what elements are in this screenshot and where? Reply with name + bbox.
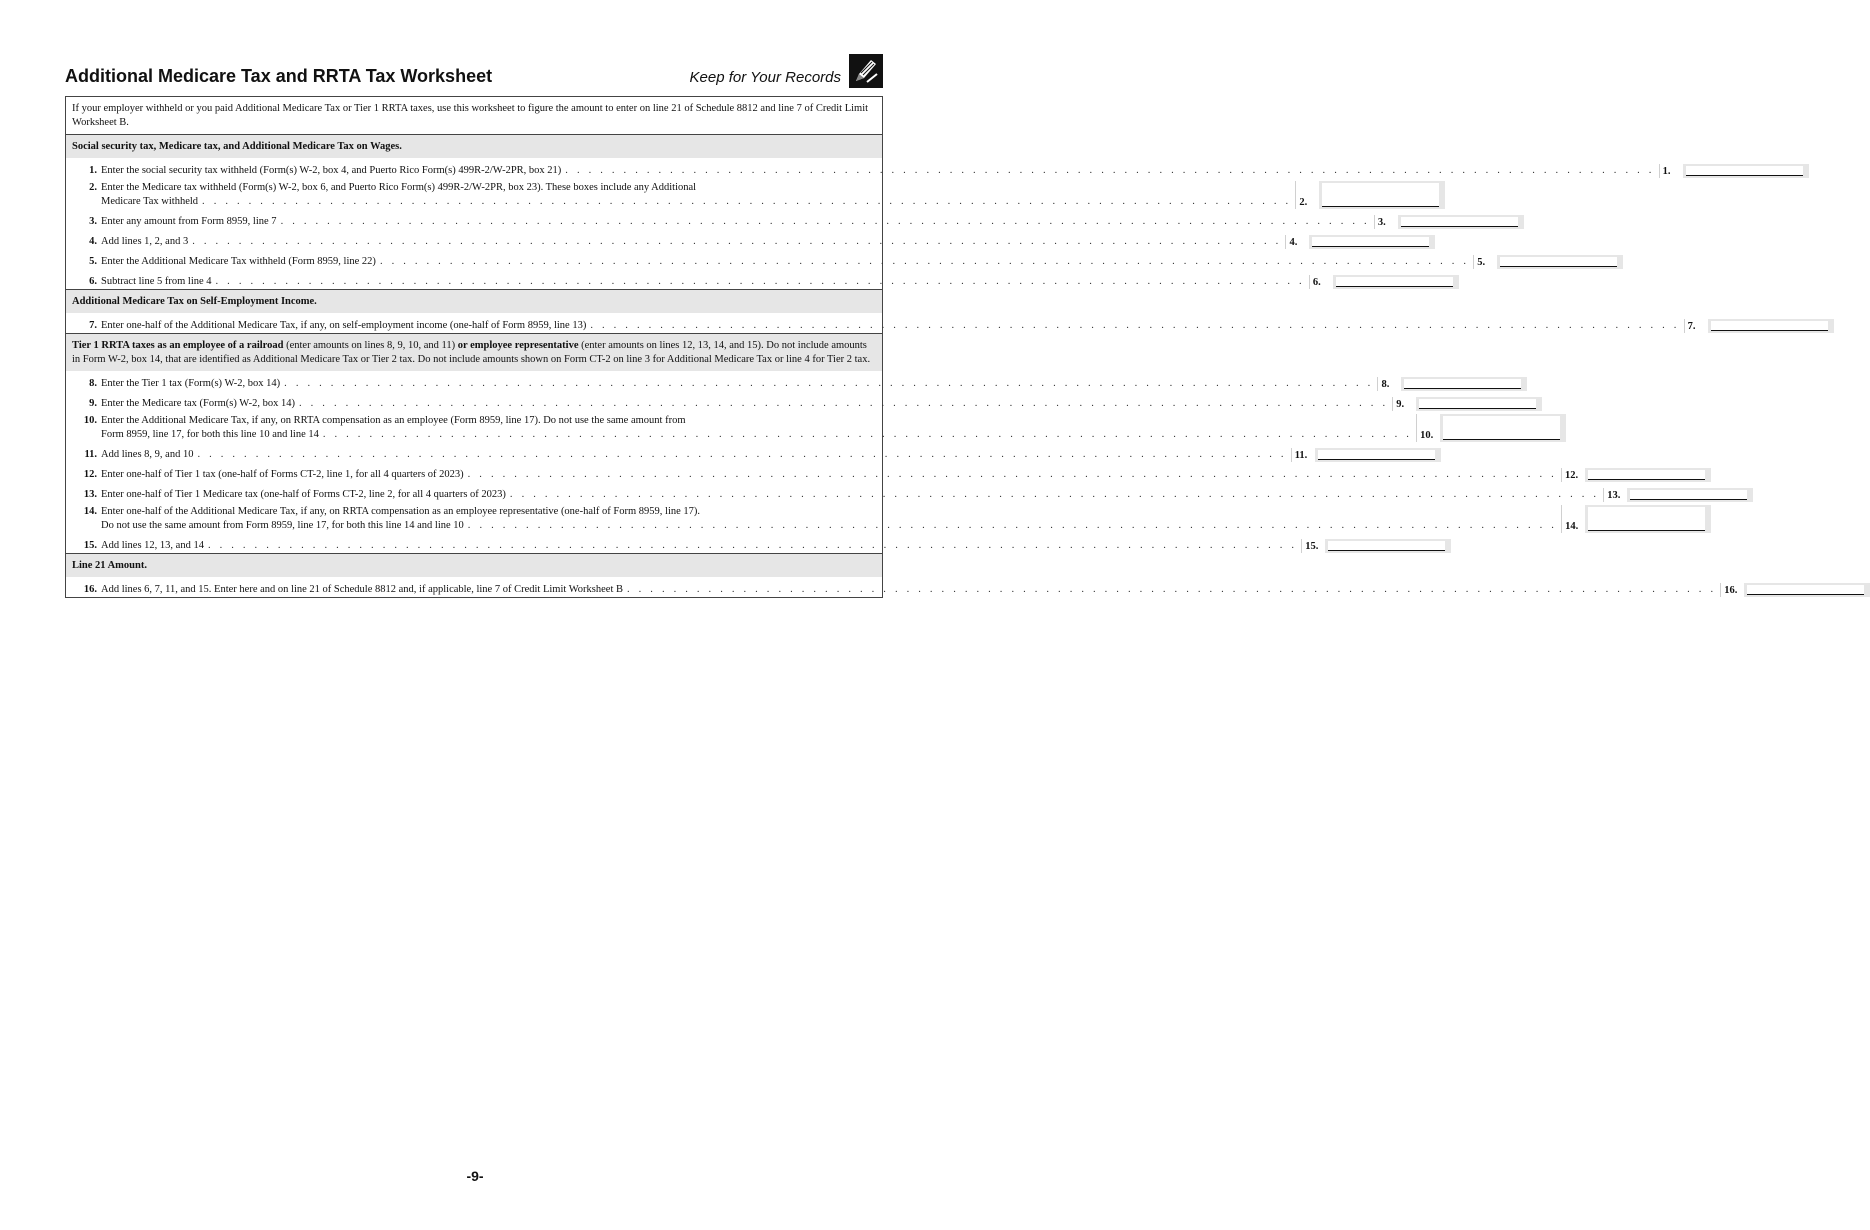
line-label: 2. bbox=[1295, 181, 1319, 209]
line-description bbox=[101, 448, 1291, 462]
dot-leader: . . . . . . . . . . . . . . . . . . . . . . . . . . . . . . . . . . . . . . . . . . . . . . . . . . . . . . . . . . . . . . . . . . . . . . . . . . . . . . . . . . . . . . . . . . . . . . bbox=[322, 429, 1413, 440]
line-number: 8. bbox=[89, 378, 97, 389]
section-heading bbox=[66, 135, 882, 158]
amount-entry-field[interactable] bbox=[1319, 181, 1445, 209]
amount-entry-area[interactable] bbox=[1686, 166, 1803, 175]
amount-entry-area[interactable] bbox=[1500, 257, 1617, 266]
line-label: 4. bbox=[1285, 235, 1309, 249]
amount-entry-area[interactable] bbox=[1419, 399, 1536, 408]
line-description bbox=[101, 164, 1659, 178]
worksheet-section bbox=[66, 290, 1696, 334]
line-number: 14. bbox=[83, 506, 97, 517]
line-description-last: Enter the Medicare tax (Form(s) W-2, box 14) bbox=[101, 398, 295, 409]
amount-underline bbox=[1312, 246, 1429, 247]
line-label: 12. bbox=[1561, 468, 1585, 482]
worksheet-line bbox=[66, 442, 1308, 462]
amount-underline bbox=[1588, 479, 1705, 480]
amount-entry-area[interactable] bbox=[1318, 450, 1435, 459]
worksheet-line bbox=[66, 533, 1319, 553]
line-description-last: Subtract line 5 from line 4 bbox=[101, 276, 212, 287]
dot-leader: . . . . . . . . . . . . . . . . . . . . . . . . . . . . . . . . . . . . . . . . . . . . . . . . . . . . . . . . . . . . . . . . . . . . . . . . . . . . . . . . . . . . . . . . . . . . . . bbox=[280, 216, 1370, 227]
line-number: 9. bbox=[89, 398, 97, 409]
line-description-first: Enter one-half of the Additional Medicare Tax, if any, on RRTA compensation as an employee representative (one-half of Form 8959, line 17). bbox=[101, 506, 701, 517]
line-label: 14. bbox=[1561, 505, 1585, 533]
line-description bbox=[101, 583, 1720, 597]
amount-entry-area[interactable] bbox=[1312, 237, 1429, 246]
amount-underline bbox=[1318, 459, 1435, 460]
worksheet-line bbox=[66, 462, 1579, 482]
amount-entry-field[interactable] bbox=[1627, 488, 1753, 502]
worksheet-section bbox=[66, 334, 1621, 554]
section-heading-bold: Line 21 Amount. bbox=[72, 560, 147, 571]
line-description bbox=[101, 414, 1416, 442]
dot-leader: . . . . . . . . . . . . . . . . . . . . . . . . . . . . . . . . . . . . . . . . . . . . . . . . . . . . . . . . . . . . . . . . . . . . . . . . . . . . . . . . . . . . . . . . . . . . . . bbox=[207, 540, 1298, 551]
pencil-note-icon bbox=[849, 54, 883, 88]
worksheet-header bbox=[65, 54, 885, 90]
line-label: 1. bbox=[1659, 164, 1683, 178]
dot-leader: . . . . . . . . . . . . . . . . . . . . . . . . . . . . . . . . . . . . . . . . . . . . . . . . . . . . . . . . . . . . . . . . . . . . . . . . . . . . . . . . . . . . . . . . . . . . . . bbox=[299, 398, 1389, 409]
amount-entry-field[interactable] bbox=[1708, 319, 1834, 333]
dot-leader: . . . . . . . . . . . . . . . . . . . . . . . . . . . . . . . . . . . . . . . . . . . . . . . . . . . . . . . . . . . . . . . . . . . . . . . . . . . . . . . . . . . . . . . . . . . . . . bbox=[509, 489, 1600, 500]
line-number: 15. bbox=[83, 540, 97, 551]
worksheet-line bbox=[66, 229, 1298, 249]
amount-underline bbox=[1404, 388, 1521, 389]
amount-entry-area[interactable] bbox=[1443, 416, 1560, 439]
line-label: 8. bbox=[1377, 377, 1401, 391]
line-number: 10. bbox=[83, 415, 97, 426]
line-label: 13. bbox=[1603, 488, 1627, 502]
worksheet-title: Additional Medicare Tax and RRTA Tax Worksheet bbox=[65, 66, 493, 86]
line-label: 7. bbox=[1684, 319, 1708, 333]
dot-leader: . . . . . . . . . . . . . . . . . . . . . . . . . . . . . . . . . . . . . . . . . . . . . . . . . . . . . . . . . . . . . . . . . . . . . . . . . . . . . . . . . . . . . . . . . . . . . . bbox=[590, 320, 1680, 331]
line-label: 5. bbox=[1473, 255, 1497, 269]
section-heading-text: (enter amounts on lines 8, 9, 10, and 11) bbox=[283, 340, 458, 351]
worksheet-line bbox=[66, 269, 1321, 289]
line-description bbox=[101, 215, 1374, 229]
line-description-last: Enter the Tier 1 tax (Form(s) W-2, box 14) bbox=[101, 378, 281, 389]
line-description bbox=[101, 539, 1301, 553]
line-description-last: Enter any amount from Form 8959, line 7 bbox=[101, 216, 277, 227]
amount-underline bbox=[1419, 408, 1536, 409]
line-description-last: Form 8959, line 17, for both this line 10 and line 14 bbox=[101, 429, 319, 440]
line-description bbox=[101, 181, 1295, 209]
worksheet-section bbox=[66, 135, 1671, 290]
line-description-last: Add lines 1, 2, and 3 bbox=[101, 236, 189, 247]
amount-entry-field[interactable] bbox=[1683, 164, 1809, 178]
line-number: 5. bbox=[89, 256, 97, 267]
amount-entry-field[interactable] bbox=[1744, 583, 1870, 597]
amount-underline bbox=[1747, 594, 1864, 595]
dot-leader: . . . . . . . . . . . . . . . . . . . . . . . . . . . . . . . . . . . . . . . . . . . . . . . . . . . . . . . . . . . . . . . . . . . . . . . . . . . . . . . . . . . . . . . . . . . . . . bbox=[192, 236, 1282, 247]
section-heading-bold: Tier 1 RRTA taxes as an employee of a railroad bbox=[72, 340, 284, 351]
line-description bbox=[101, 275, 1309, 289]
section-heading-bold: Additional Medicare Tax on Self-Employment Income. bbox=[72, 296, 317, 307]
line-number: 11. bbox=[84, 449, 97, 460]
line-number: 2. bbox=[89, 182, 97, 193]
amount-underline bbox=[1711, 330, 1828, 331]
amount-underline bbox=[1588, 530, 1705, 531]
line-label: 6. bbox=[1309, 275, 1333, 289]
line-number: 4. bbox=[89, 236, 97, 247]
worksheet-line bbox=[66, 158, 1671, 178]
line-description-last: Do not use the same amount from Form 8959, line 17, for both this line 14 and line 10 bbox=[101, 520, 464, 531]
amount-entry-field[interactable] bbox=[1585, 505, 1711, 533]
worksheet-line bbox=[66, 178, 1308, 209]
amount-underline bbox=[1328, 550, 1445, 551]
amount-entry-field[interactable] bbox=[1440, 414, 1566, 442]
line-description-last: Enter one-half of the Additional Medicare Tax, if any, on self-employment income (one-half of Form 8959, line 13) bbox=[101, 320, 587, 331]
worksheet-line bbox=[66, 502, 1579, 533]
amount-underline bbox=[1500, 266, 1617, 267]
dot-leader: . . . . . . . . . . . . . . . . . . . . . . . . . . . . . . . . . . . . . . . . . . . . . . . . . . . . . . . . . . . . . . . . . . . . . . . . . . . . . . . . . . . . . . . . . . . . . . bbox=[202, 196, 1292, 207]
worksheet-intro: If your employer withheld or you paid Additional Medicare Tax or Tier 1 RRTA taxes, use this worksheet to figure the amount to enter on line 21 of Schedule 8812 and line 7 of Credit Limit Worksheet B. bbox=[66, 97, 882, 135]
line-number: 7. bbox=[89, 320, 97, 331]
amount-underline bbox=[1686, 175, 1803, 176]
amount-entry-field[interactable] bbox=[1325, 539, 1451, 553]
amount-entry-area[interactable] bbox=[1588, 470, 1705, 479]
page-number: -9- bbox=[466, 1168, 484, 1184]
line-number: 1. bbox=[89, 165, 97, 176]
amount-underline bbox=[1322, 206, 1439, 207]
worksheet-line bbox=[66, 209, 1386, 229]
line-description bbox=[101, 319, 1684, 333]
amount-entry-area[interactable] bbox=[1401, 217, 1518, 226]
line-description-last: Enter the social security tax withheld (Form(s) W-2, box 4, and Puerto Rico Form(s) 499R-2/W-2PR, box 21) bbox=[101, 165, 562, 176]
amount-entry-field[interactable] bbox=[1315, 448, 1441, 462]
line-description bbox=[101, 488, 1603, 502]
line-description-last: Enter one-half of Tier 1 tax (one-half of Forms CT-2, line 1, for all 4 quarters of 2023) bbox=[101, 469, 464, 480]
line-description-last: Enter one-half of Tier 1 Medicare tax (one-half of Forms CT-2, line 2, for all 4 quarters of 2023) bbox=[101, 489, 506, 500]
section-heading-text: (enter amounts on lines 12, 13, 14, and 15). Do not include amounts in Form W-2, box 14, that are identified as Additional Medicare Tax or Tier 2 tax. Do not include amounts shown on Form CT-2 on line 3 for Additional Medicare Tax or line 4 for Tier 2 tax. bbox=[72, 340, 871, 365]
dot-leader: . . . . . . . . . . . . . . . . . . . . . . . . . . . . . . . . . . . . . . . . . . . . . . . . . . . . . . . . . . . . . . . . . . . . . . . . . . . . . . . . . . . . . . . . . . . . . . bbox=[215, 276, 1305, 287]
amount-entry-area[interactable] bbox=[1322, 183, 1439, 206]
line-number: 16. bbox=[83, 584, 97, 595]
amount-entry-field[interactable] bbox=[1585, 468, 1711, 482]
line-number: 12. bbox=[83, 469, 97, 480]
amount-underline bbox=[1336, 286, 1453, 287]
line-description-last: Add lines 12, 13, and 14 bbox=[101, 540, 204, 551]
amount-entry-field[interactable] bbox=[1497, 255, 1623, 269]
section-heading bbox=[66, 290, 882, 313]
section-heading-bold: or employee representative bbox=[457, 340, 579, 351]
line-description bbox=[101, 505, 1561, 533]
amount-entry-area[interactable] bbox=[1404, 379, 1521, 388]
section-heading bbox=[66, 334, 882, 371]
line-description bbox=[101, 255, 1473, 269]
amount-entry-area[interactable] bbox=[1711, 321, 1828, 330]
amount-entry-area[interactable] bbox=[1630, 490, 1747, 499]
amount-entry-area[interactable] bbox=[1747, 585, 1864, 594]
line-label: 16. bbox=[1720, 583, 1744, 597]
line-number: 3. bbox=[89, 216, 97, 227]
line-description-last: Add lines 8, 9, and 10 bbox=[101, 449, 194, 460]
line-description-last: Medicare Tax withheld bbox=[101, 196, 199, 207]
line-number: 6. bbox=[89, 276, 97, 287]
line-description-last: Enter the Additional Medicare Tax withheld (Form 8959, line 22) bbox=[101, 256, 376, 267]
section-heading-bold: Social security tax, Medicare tax, and Additional Medicare Tax on Wages. bbox=[72, 141, 402, 152]
line-description bbox=[101, 377, 1377, 391]
line-label: 11. bbox=[1291, 448, 1315, 462]
worksheet-line bbox=[66, 482, 1621, 502]
section-heading bbox=[66, 554, 882, 577]
line-description-first: Enter the Medicare tax withheld (Form(s) W-2, box 6, and Puerto Rico Form(s) 499R-2/W-2PR, box 23). These boxes include any Additional bbox=[101, 182, 697, 193]
line-description bbox=[101, 235, 1285, 249]
amount-underline bbox=[1630, 499, 1747, 500]
amount-entry-field[interactable] bbox=[1416, 397, 1542, 411]
amount-entry-field[interactable] bbox=[1309, 235, 1435, 249]
dot-leader: . . . . . . . . . . . . . . . . . . . . . . . . . . . . . . . . . . . . . . . . . . . . . . . . . . . . . . . . . . . . . . . . . . . . . . . . . . . . . . . . . . . . . . . . . . . . . . bbox=[565, 165, 1655, 176]
keep-for-records-label: Keep for Your Records bbox=[689, 69, 841, 86]
worksheet-line bbox=[66, 577, 1738, 597]
line-label: 3. bbox=[1374, 215, 1398, 229]
worksheet-line bbox=[66, 391, 1405, 411]
worksheet-section bbox=[66, 554, 1738, 597]
worksheet-table bbox=[65, 96, 1738, 598]
worksheet-line bbox=[66, 313, 1696, 333]
dot-leader: . . . . . . . . . . . . . . . . . . . . . . . . . . . . . . . . . . . . . . . . . . . . . . . . . . . . . . . . . . . . . . . . . . . . . . . . . . . . . . . . . . . . . . . . . . . . . . bbox=[379, 256, 1470, 267]
amount-entry-area[interactable] bbox=[1328, 541, 1445, 550]
worksheet-line bbox=[66, 249, 1486, 269]
dot-leader: . . . . . . . . . . . . . . . . . . . . . . . . . . . . . . . . . . . . . . . . . . . . . . . . . . . . . . . . . . . . . . . . . . . . . . . . . . . . . . . . . . . . . . . . . . . . . . bbox=[467, 469, 1557, 480]
line-label: 10. bbox=[1416, 414, 1440, 442]
dot-leader: . . . . . . . . . . . . . . . . . . . . . . . . . . . . . . . . . . . . . . . . . . . . . . . . . . . . . . . . . . . . . . . . . . . . . . . . . . . . . . . . . . . . . . . . . . . . . . bbox=[197, 449, 1287, 460]
amount-underline bbox=[1443, 439, 1560, 440]
amount-entry-field[interactable] bbox=[1398, 215, 1524, 229]
amount-entry-field[interactable] bbox=[1401, 377, 1527, 391]
line-label: 15. bbox=[1301, 539, 1325, 553]
worksheet-line bbox=[66, 411, 1434, 442]
line-description-last: Add lines 6, 7, 11, and 15. Enter here and on line 21 of Schedule 8812 and, if applicable, line 7 of Credit Limit Worksheet B bbox=[101, 584, 623, 595]
worksheet-line bbox=[66, 371, 1390, 391]
line-description bbox=[101, 468, 1561, 482]
line-description bbox=[101, 397, 1392, 411]
line-label: 9. bbox=[1392, 397, 1416, 411]
dot-leader: . . . . . . . . . . . . . . . . . . . . . . . . . . . . . . . . . . . . . . . . . . . . . . . . . . . . . . . . . . . . . . . . . . . . . . . . . . . . . . . . . . . . . . . . . . . . . . bbox=[627, 584, 1717, 595]
amount-entry-area[interactable] bbox=[1588, 507, 1705, 530]
line-description-first: Enter the Additional Medicare Tax, if any, on RRTA compensation as an employee (Form 8959, line 17). Do not use the same amount from bbox=[101, 415, 686, 426]
amount-entry-field[interactable] bbox=[1333, 275, 1459, 289]
dot-leader: . . . . . . . . . . . . . . . . . . . . . . . . . . . . . . . . . . . . . . . . . . . . . . . . . . . . . . . . . . . . . . . . . . . . . . . . . . . . . . . . . . . . . . . . . . . . . . bbox=[284, 378, 1374, 389]
amount-underline bbox=[1401, 226, 1518, 227]
dot-leader: . . . . . . . . . . . . . . . . . . . . . . . . . . . . . . . . . . . . . . . . . . . . . . . . . . . . . . . . . . . . . . . . . . . . . . . . . . . . . . . . . . . . . . . . . . . . . . bbox=[467, 520, 1558, 531]
amount-entry-area[interactable] bbox=[1336, 277, 1453, 286]
line-number: 13. bbox=[83, 489, 97, 500]
